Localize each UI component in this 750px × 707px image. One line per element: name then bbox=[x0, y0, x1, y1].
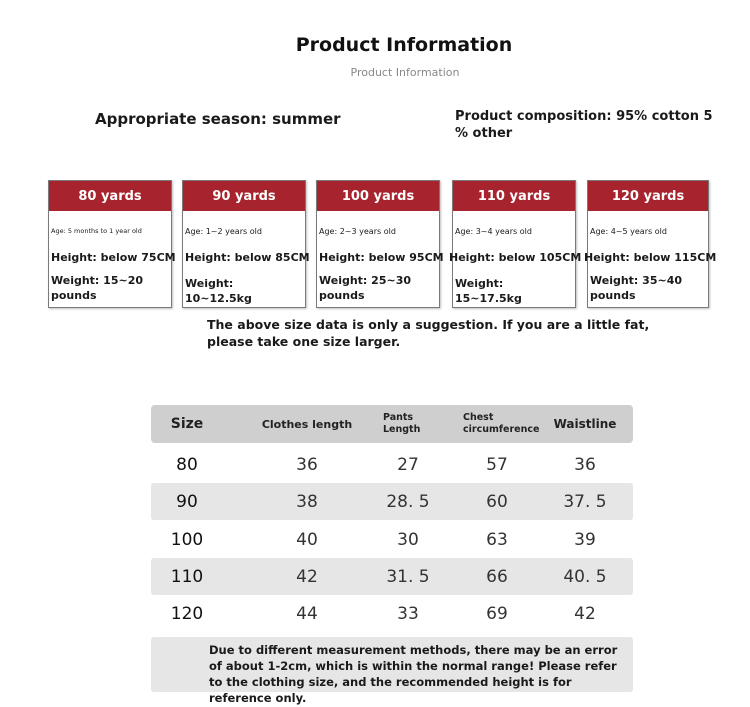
table-header bbox=[151, 405, 633, 443]
season-info: Appropriate season: summer bbox=[95, 110, 341, 128]
size-card-weight: Weight: 25~30 pounds bbox=[319, 274, 411, 302]
size-card-weight: Weight: 15~17.5kg bbox=[455, 277, 522, 305]
size-card-age: Age: 1~2 years old bbox=[185, 227, 262, 236]
table-row bbox=[151, 446, 633, 483]
size-card-age: Age: 4~5 years old bbox=[590, 227, 667, 236]
size-card-100 bbox=[316, 180, 444, 308]
size-card-age: Age: 2~3 years old bbox=[319, 227, 396, 236]
size-card-height: Height: below 75CM bbox=[51, 251, 176, 264]
size-cell: 90 bbox=[176, 491, 198, 512]
chest-cell: 57 bbox=[486, 454, 508, 475]
size-card-label: 80 yards bbox=[49, 181, 171, 211]
pants-length-cell: 27 bbox=[397, 454, 419, 475]
clothes-length-cell: 44 bbox=[296, 603, 318, 624]
chest-cell: 69 bbox=[486, 603, 508, 624]
page-subtitle: Product Information bbox=[350, 66, 460, 79]
size-card-age: Age: 5 months to 1 year old bbox=[51, 227, 142, 235]
size-card-label: 100 yards bbox=[317, 181, 439, 211]
size-cell: 100 bbox=[170, 529, 204, 550]
pants-length-cell: 30 bbox=[397, 529, 419, 550]
disclaimer-text: Due to different measurement methods, there may be an error of about 1-2cm, which is within the normal range! Please refer to the clothing size, and the recommended height is for reference only. bbox=[209, 643, 618, 705]
size-card-label: 110 yards bbox=[453, 181, 575, 211]
table-row bbox=[151, 595, 633, 632]
column-header-waistline: Waistline bbox=[553, 417, 617, 431]
size-suggestion-note: The above size data is only a suggestion. If you are a little fat, please take one size larger. bbox=[207, 317, 650, 349]
size-cell: 120 bbox=[170, 603, 204, 624]
clothes-length-cell: 38 bbox=[296, 491, 318, 512]
column-header-chest: Chest circumference bbox=[463, 412, 540, 435]
size-card-label: 120 yards bbox=[588, 181, 708, 211]
size-card-110 bbox=[449, 180, 582, 308]
waistline-cell: 39 bbox=[574, 529, 596, 550]
column-header-size: Size bbox=[170, 416, 204, 432]
clothes-length-cell: 40 bbox=[296, 529, 318, 550]
table-row bbox=[151, 521, 633, 558]
size-card-height: Height: below 105CM bbox=[449, 251, 582, 264]
size-card-120 bbox=[584, 180, 717, 308]
column-header-clothes-length: Clothes length bbox=[261, 417, 353, 431]
size-card-weight: Weight: 35~40 pounds bbox=[590, 274, 682, 302]
disclaimer-box bbox=[151, 637, 633, 705]
size-card-height: Height: below 95CM bbox=[319, 251, 444, 264]
waistline-cell: 40. 5 bbox=[563, 566, 607, 587]
table-row bbox=[151, 558, 633, 595]
clothes-length-cell: 36 bbox=[296, 454, 318, 475]
table-row bbox=[151, 483, 633, 520]
size-card-weight: Weight: 10~12.5kg bbox=[185, 277, 252, 305]
chest-cell: 66 bbox=[486, 566, 508, 587]
pants-length-cell: 28. 5 bbox=[386, 491, 430, 512]
chest-cell: 63 bbox=[486, 529, 508, 550]
size-card-label: 90 yards bbox=[183, 181, 305, 211]
column-header-pants-length: Pants Length bbox=[383, 412, 421, 435]
waistline-cell: 36 bbox=[574, 454, 596, 475]
size-card-height: Height: below 85CM bbox=[185, 251, 310, 264]
size-cell: 110 bbox=[170, 566, 204, 587]
clothes-length-cell: 42 bbox=[296, 566, 318, 587]
chest-cell: 60 bbox=[486, 491, 508, 512]
page-title: Product Information bbox=[295, 34, 513, 56]
waistline-cell: 42 bbox=[574, 603, 596, 624]
size-card-80 bbox=[48, 180, 176, 308]
pants-length-cell: 33 bbox=[397, 603, 419, 624]
waistline-cell: 37. 5 bbox=[563, 491, 607, 512]
size-card-weight: Weight: 15~20 pounds bbox=[51, 274, 143, 302]
pants-length-cell: 31. 5 bbox=[386, 566, 430, 587]
size-card-age: Age: 3~4 years old bbox=[455, 227, 532, 236]
size-card-90 bbox=[182, 180, 310, 308]
size-cell: 80 bbox=[176, 454, 198, 475]
composition-info: Product composition: 95% cotton 5 % other bbox=[455, 109, 713, 141]
size-card-height: Height: below 115CM bbox=[584, 251, 717, 264]
